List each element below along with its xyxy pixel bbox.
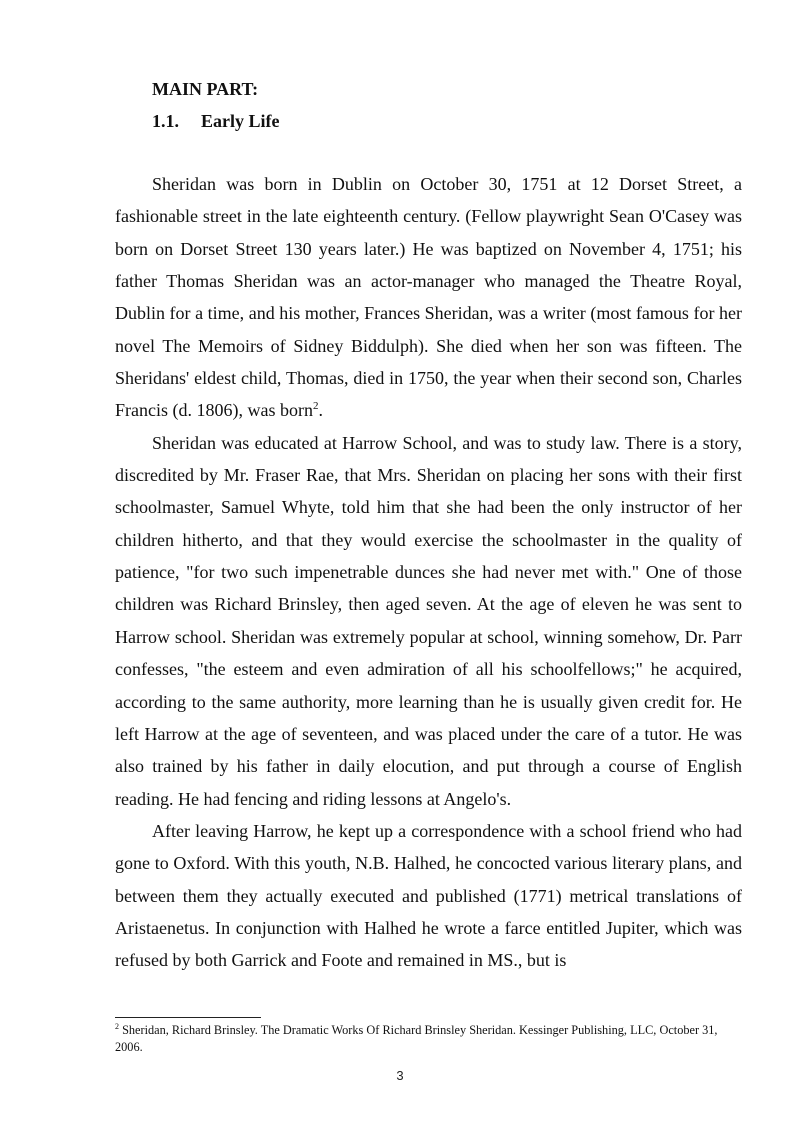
paragraph-1 (115, 168, 742, 427)
paragraph-3: After leaving Harrow, he kept up a correspondence with a school friend who had gone to Oxford. With this youth, N.B. Halhed, he concocted various literary plans, and between them they actually executed and published (1771) metrical translations of Aristaenetus. In conjunction with Halhed he wrote a farce entitled Jupiter, which was refused by both Garrick and Foote and remained in MS., but is (115, 820, 742, 971)
paragraph-1-text: Sheridan was born in Dublin on October 30, 1751 at 12 Dorset Street, a fashionable street in the late eighteenth century. (Fellow playwright Sean O'Casey was born on Dorset Street 130 years later.) He was baptized on November 4, 1751; his father Thomas Sheridan was an actor-manager who managed the Theatre Royal, Dublin for a time, and his mother, Frances Sheridan, was a writer (most famous for her novel The Memoirs of Sidney Biddulph). She died when her son was fifteen. The Sheridans' eldest child, Thomas, died in 1750, the year when their second son, Charles Francis (d. 1806), was born (115, 174, 742, 421)
paragraph-1-end: . (318, 400, 323, 421)
section-number: 1.1. (152, 111, 179, 131)
page-number: 3 (396, 1068, 404, 1083)
footnote-marker: 2 (115, 1021, 119, 1031)
footnote-reference[interactable]: 2 (312, 400, 319, 413)
footnote (115, 1022, 742, 1056)
footnote-text: Sheridan, Richard Brinsley. The Dramatic Works Of Richard Brinsley Sheridan. Kessinger Publishing, LLC, October 31, 2006. (115, 1023, 718, 1054)
main-part-heading: MAIN PART: (152, 79, 259, 99)
footnote-separator (115, 1017, 261, 1018)
body-text (115, 168, 742, 977)
paragraph-2: Sheridan was educated at Harrow School, and was to study law. There is a story, discredited by Mr. Fraser Rae, that Mrs. Sheridan on placing her sons with their first schoolmaster, Samuel Whyte, told him that she had been the only instructor of her children hitherto, and that they would exercise the schoolmaster in the quality of patience, "for two such impenetrable dunces she had never met with." One of those children was Richard Brinsley, then aged seven. At the age of eleven he was sent to Harrow school. Sheridan was extremely popular at school, winning somehow, Dr. Parr confesses, "the esteem and even admiration of all his schoolfellows;" he acquired, according to the same authority, more learning than he is usually given credit for. He left Harrow at the age of seventeen, and was placed under the care of a tutor. He was also trained by his father in daily elocution, and put through a course of English reading. He had fencing and riding lessons at Angelo's. (115, 432, 742, 809)
section-title: Early Life (201, 111, 280, 131)
section-heading (152, 110, 280, 132)
